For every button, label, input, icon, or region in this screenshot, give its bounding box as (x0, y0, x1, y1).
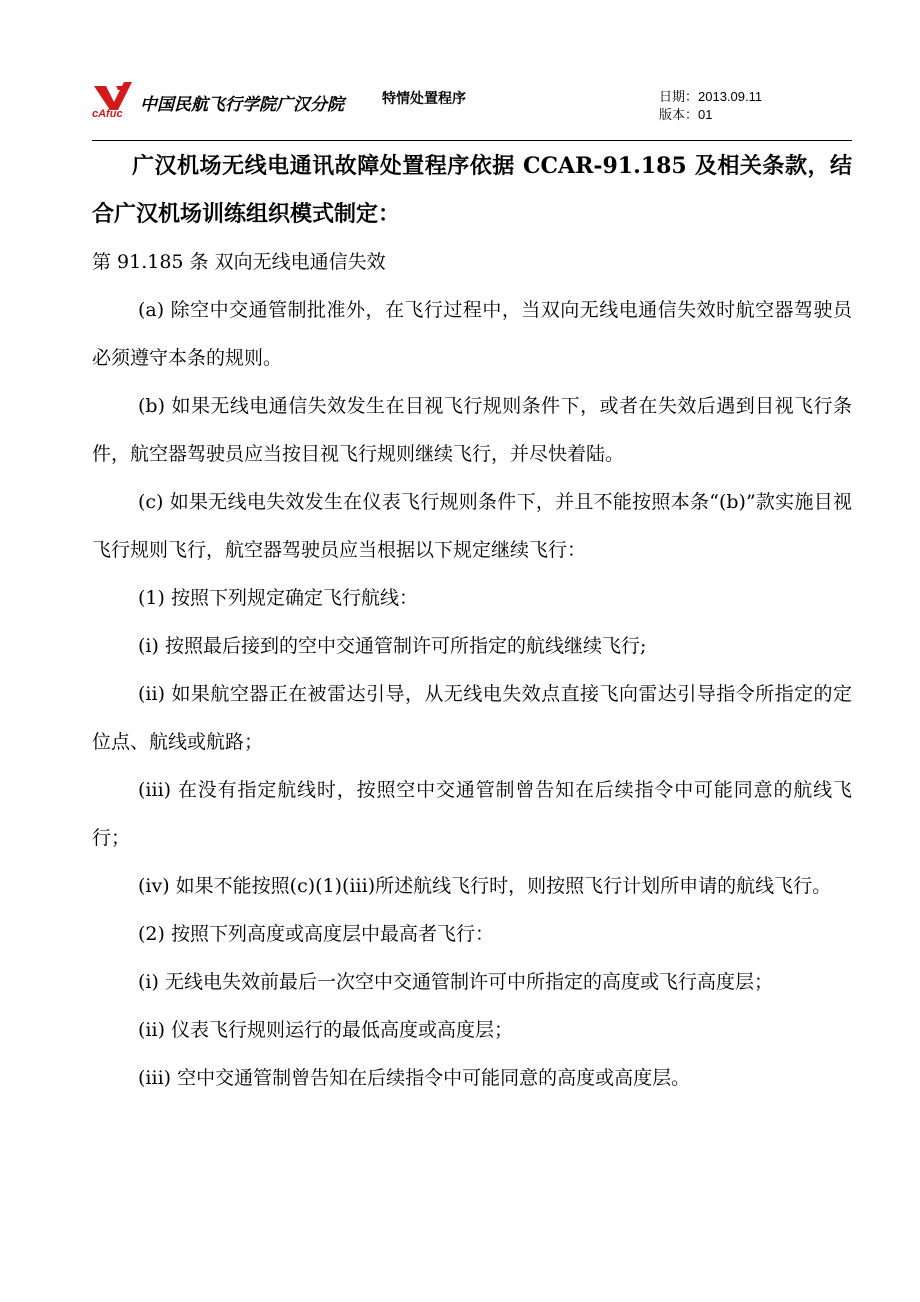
paragraph-c2-ii: (ii) 仪表飞行规则运行的最低高度或高度层； (138, 1019, 514, 1041)
document-title: 特情处置程序 (382, 90, 466, 106)
paragraph-c1-i: (i) 按照最后接到的空中交通管制许可所指定的航线继续飞行; (138, 635, 647, 657)
paragraph-c: (c) 如果无线电失效发生在仪表飞行规则条件下，并且不能按照本条“(b)”款实施目视飞行规则飞行，航空器驾驶员应当根据以下规定继续飞行： (92, 491, 852, 561)
paragraph-c1: (1) 按照下列规定确定飞行航线： (138, 587, 418, 609)
document-date: 日期：2013.09.11 (659, 89, 763, 104)
paragraph-c2: (2) 按照下列高度或高度层中最高者飞行： (138, 923, 494, 945)
paragraph-c1-iii: (iii) 在没有指定航线时，按照空中交通管制曾告知在后续指令中可能同意的航线飞行； (92, 779, 852, 849)
paragraph-c1-iv: (iv) 如果不能按照(c)(1)(iii)所述航线飞行时，则按照飞行计划所申请的航线飞行。 (138, 875, 832, 897)
paragraph-c2-iii: (iii) 空中交通管制曾告知在后续指令中可能同意的高度或高度层。 (138, 1067, 691, 1089)
logo (92, 78, 344, 126)
logo-subtext: cAfuc (92, 108, 123, 120)
paragraph-a: (a) 除空中交通管制批准外，在飞行过程中，当双向无线电通信失效时航空器驾驶员必须遵守本条的规则。 (92, 299, 852, 369)
page-header (92, 78, 852, 140)
document-meta (659, 88, 762, 124)
section-title: 第 91.185 条 双向无线电通信失效 (92, 251, 386, 273)
paragraph-b: (b) 如果无线电通信失效发生在目视飞行规则条件下，或者在失效后遇到目视飞行条件，航空器驾驶员应当按目视飞行规则继续飞行，并尽快着陆。 (92, 395, 852, 465)
document-version: 版本：01 (659, 107, 713, 122)
organization-name: 中国民航飞行学院广汉分院 (140, 95, 344, 115)
document-body (92, 142, 852, 1102)
document-heading: 广汉机场无线电通讯故障处置程序依据 CCAR-91.185 及相关条款，结合广汉机场训练组织模式制定： (92, 153, 852, 227)
header-divider (92, 140, 852, 141)
paragraph-c1-ii: (ii) 如果航空器正在被雷达引导，从无线电失效点直接飞向雷达引导指令所指定的定位点、航线或航路； (92, 683, 852, 753)
paragraph-c2-i: (i) 无线电失效前最后一次空中交通管制许可中所指定的高度或飞行高度层； (138, 971, 773, 993)
